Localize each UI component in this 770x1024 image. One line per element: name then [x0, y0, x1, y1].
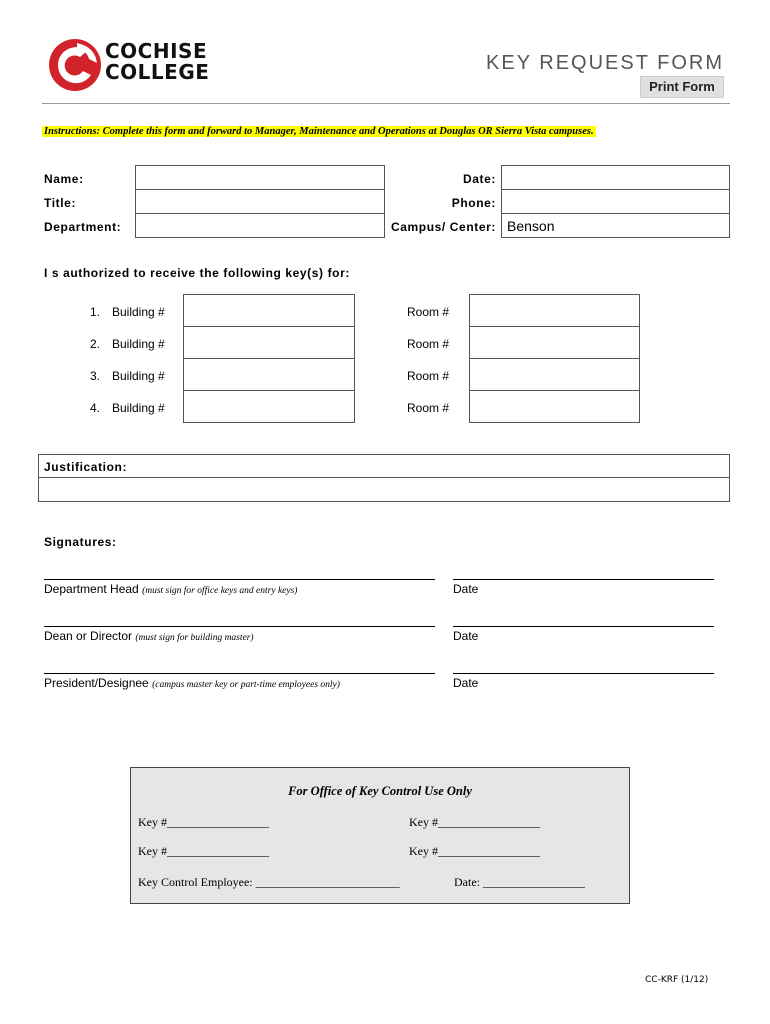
header-divider — [42, 103, 730, 104]
office-date-field[interactable]: Date: _________________ — [454, 875, 585, 889]
signature-role-name: Dean or Director — [44, 629, 133, 643]
campus-value: Benson — [507, 218, 555, 234]
signature-date-label: Date — [453, 629, 479, 643]
keys-heading: I s authorized to receive the following key(s) for: — [44, 266, 350, 280]
justification-box — [38, 454, 730, 502]
building-field[interactable] — [183, 390, 355, 423]
print-form-button[interactable]: Print Form — [640, 76, 724, 98]
form-title: KEY REQUEST FORM — [486, 52, 724, 74]
title-label: Title: — [44, 196, 77, 210]
logo-text-line2: COLLEGE — [105, 60, 210, 84]
office-key-field[interactable]: Key #_________________ — [138, 815, 269, 829]
department-field[interactable] — [135, 213, 385, 238]
signature-role — [44, 676, 340, 690]
college-logo — [47, 37, 217, 93]
campus-label: Campus/ Center: — [390, 220, 496, 234]
office-key-field[interactable]: Key #_________________ — [138, 844, 269, 858]
office-use-title: For Office of Key Control Use Only — [288, 784, 472, 798]
date-line[interactable] — [453, 626, 714, 627]
office-key-field[interactable]: Key #_________________ — [409, 815, 540, 829]
signature-role-note: (must sign for office keys and entry keys) — [142, 586, 298, 596]
form-code: CC-KRF (1/12) — [645, 975, 709, 985]
signatures-heading: Signatures: — [44, 535, 117, 549]
instructions: Instructions: Complete this form and forward to Manager, Maintenance and Operations at Douglas OR Sierra Vista campuses. — [44, 126, 594, 137]
room-label: Room # — [407, 305, 450, 319]
signature-role-note: (campus master key or part-time employees only) — [152, 680, 340, 690]
office-use-box — [130, 767, 630, 904]
room-label: Room # — [407, 401, 450, 415]
key-row-number: 1. — [90, 305, 101, 319]
phone-label: Phone: — [451, 196, 496, 210]
signature-date-label: Date — [453, 676, 479, 690]
campus-field[interactable] — [501, 213, 730, 238]
signature-role-note: (must sign for building master) — [135, 633, 254, 643]
title-field[interactable] — [135, 189, 385, 214]
date-line[interactable] — [453, 673, 714, 674]
signature-line[interactable] — [44, 626, 435, 627]
signature-role — [44, 629, 254, 643]
room-field[interactable] — [469, 294, 640, 327]
signature-role-name: Department Head — [44, 582, 139, 596]
room-label: Room # — [407, 369, 450, 383]
signature-date-label: Date — [453, 582, 479, 596]
signature-role-name: President/Designee — [44, 676, 149, 690]
office-key-field[interactable]: Key #_________________ — [409, 844, 540, 858]
building-label: Building # — [112, 369, 165, 383]
signature-line[interactable] — [44, 673, 435, 674]
room-field[interactable] — [469, 390, 640, 423]
signature-line[interactable] — [44, 579, 435, 580]
key-row-number: 4. — [90, 401, 101, 415]
room-field[interactable] — [469, 326, 640, 359]
key-row-number: 2. — [90, 337, 101, 351]
building-label: Building # — [112, 305, 165, 319]
building-label: Building # — [112, 401, 165, 415]
building-field[interactable] — [183, 358, 355, 391]
room-label: Room # — [407, 337, 450, 351]
name-field[interactable] — [135, 165, 385, 190]
logo-swirl-icon — [47, 37, 103, 93]
building-field[interactable] — [183, 326, 355, 359]
justification-label: Justification: — [44, 460, 128, 474]
department-label: Department: — [44, 220, 122, 234]
room-field[interactable] — [469, 358, 640, 391]
signature-role — [44, 582, 297, 596]
date-label: Date: — [462, 172, 496, 186]
building-field[interactable] — [183, 294, 355, 327]
key-row-number: 3. — [90, 369, 101, 383]
key-control-employee-field[interactable]: Key Control Employee: ________________________ — [138, 875, 400, 889]
name-label: Name: — [44, 172, 84, 186]
building-label: Building # — [112, 337, 165, 351]
date-line[interactable] — [453, 579, 714, 580]
date-field[interactable] — [501, 165, 730, 190]
phone-field[interactable] — [501, 189, 730, 214]
justification-field[interactable] — [39, 478, 729, 501]
logo-text-line1: COCHISE — [105, 39, 208, 63]
